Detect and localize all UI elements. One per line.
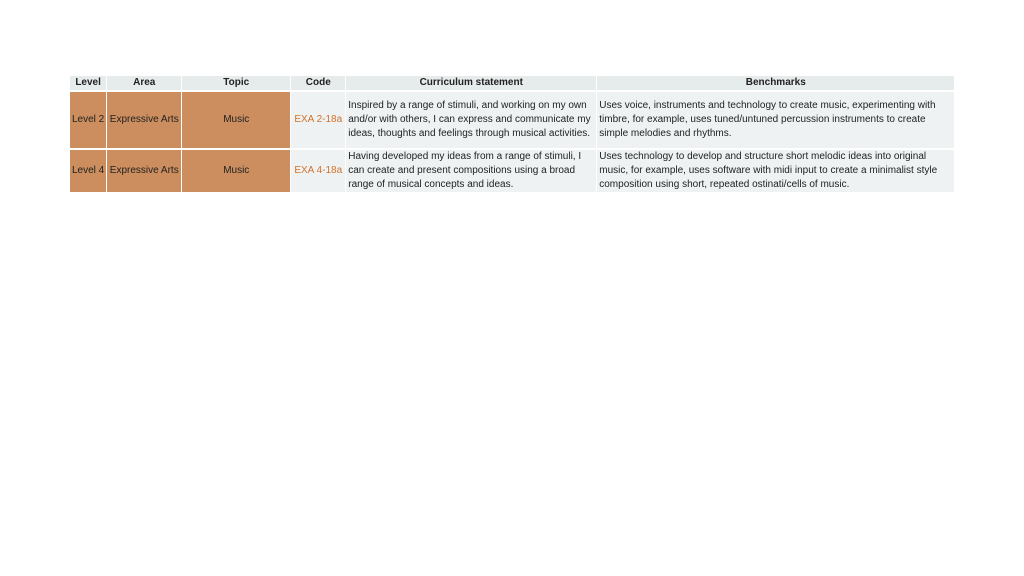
header-benchmarks: Benchmarks [597, 76, 955, 91]
cell-area: Expressive Arts [107, 149, 182, 192]
header-area: Area [107, 76, 182, 91]
header-row [70, 76, 955, 91]
table-row [70, 91, 955, 149]
cell-code: EXA 2-18a [291, 91, 346, 149]
cell-level: Level 2 [70, 91, 107, 149]
header-topic: Topic [182, 76, 291, 91]
cell-level: Level 4 [70, 149, 107, 192]
cell-curriculum-statement: Inspired by a range of stimuli, and working on my own and/or with others, I can express and communicate my ideas, thoughts and feelings through musical activities. [346, 91, 597, 149]
cell-code: EXA 4-18a [291, 149, 346, 192]
cell-benchmarks: Uses voice, instruments and technology to create music, experimenting with timbre, for example, uses tuned/untuned percussion instruments to create simple melodies and rhythms. [597, 91, 955, 149]
cell-topic: Music [182, 149, 291, 192]
header-level: Level [70, 76, 107, 91]
cell-topic: Music [182, 91, 291, 149]
header-code: Code [291, 76, 346, 91]
cell-area: Expressive Arts [107, 91, 182, 149]
cell-benchmarks: Uses technology to develop and structure short melodic ideas into original music, for example, uses software with midi input to create a minimalist style composition using short, repeated ostinati/cells of music. [597, 149, 955, 192]
header-curriculum-statement: Curriculum statement [346, 76, 597, 91]
cell-curriculum-statement: Having developed my ideas from a range of stimuli, I can create and present compositions using a broad range of musical concepts and ideas. [346, 149, 597, 192]
table-row [70, 149, 955, 192]
curriculum-table [70, 76, 955, 192]
